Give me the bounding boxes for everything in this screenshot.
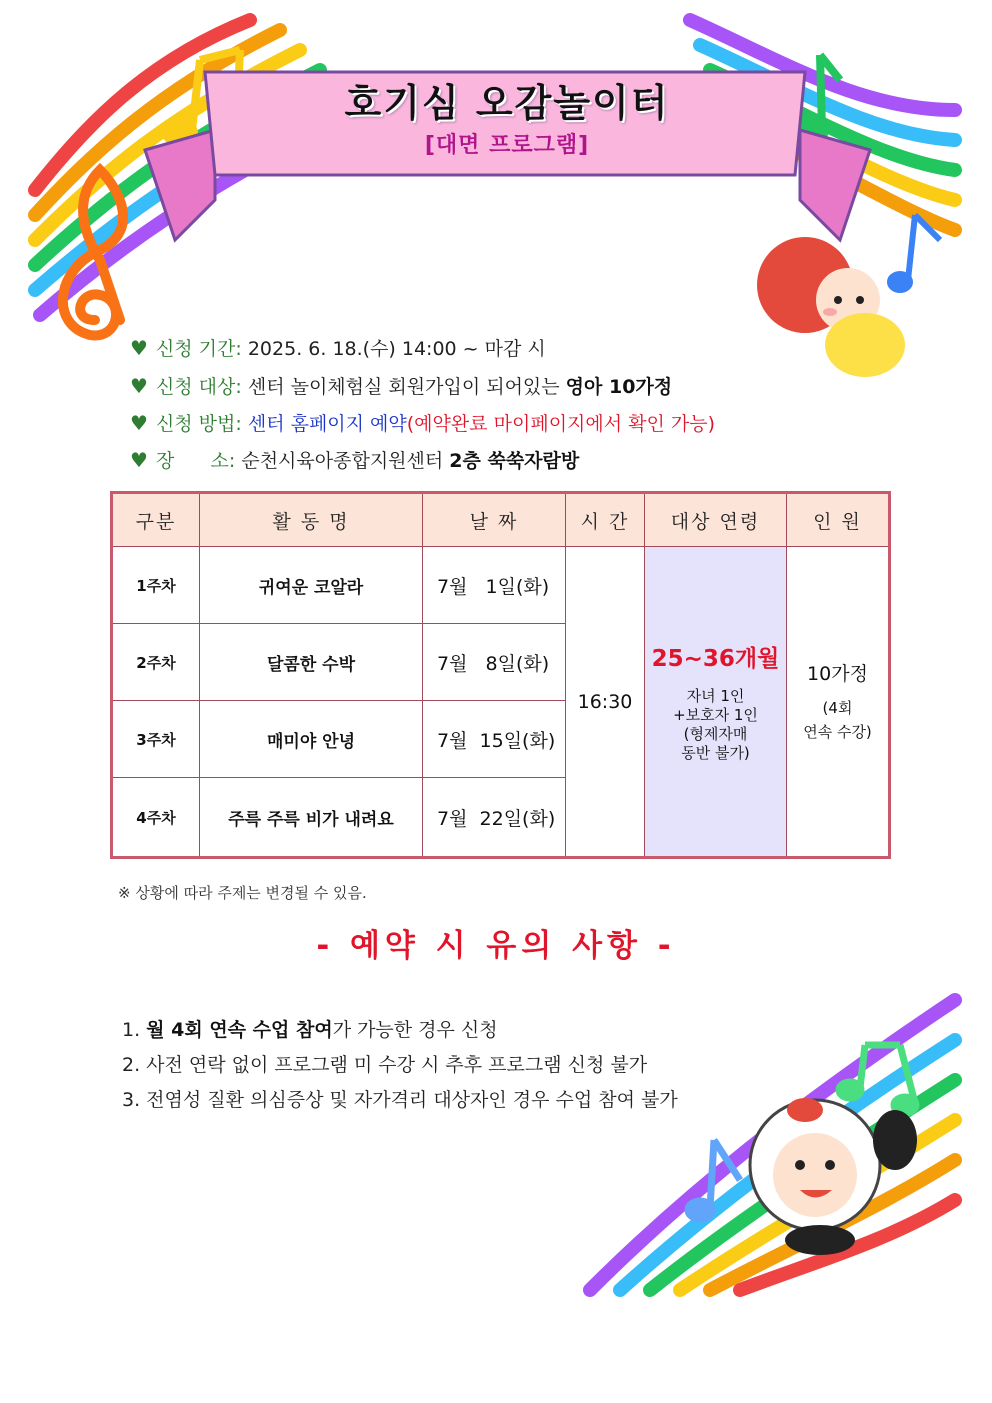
info-value: 순천시육아종합지원센터 bbox=[241, 450, 450, 472]
notice-text: 가 가능한 경우 신청 bbox=[332, 1019, 498, 1041]
date-cell: 7월 8일(화) bbox=[423, 624, 566, 701]
age-detail: (형제자매 bbox=[683, 725, 748, 743]
page-subtitle: [대면 프로그램] bbox=[424, 133, 590, 158]
date-cell: 7월 15일(화) bbox=[423, 701, 566, 778]
notice-item bbox=[122, 1085, 678, 1112]
info-value-bold: 영아 10가정 bbox=[565, 376, 673, 398]
table-row bbox=[112, 547, 890, 624]
date-cell: 7월 22일(화) bbox=[423, 778, 566, 858]
column-header: 활 동 명 bbox=[200, 493, 423, 547]
date-cell: 7월 1일(화) bbox=[423, 547, 566, 624]
column-header: 대상 연령 bbox=[645, 493, 787, 547]
notice-text: 전염성 질환 의심증상 및 자가격리 대상자인 경우 수업 참여 불가 bbox=[146, 1089, 678, 1111]
schedule-table bbox=[110, 491, 891, 859]
info-period bbox=[130, 335, 850, 362]
capacity-cell bbox=[787, 547, 890, 858]
column-header: 인 원 bbox=[787, 493, 890, 547]
info-method bbox=[130, 410, 850, 437]
age-detail: 동반 불가) bbox=[681, 744, 750, 762]
heart-icon: ♥ bbox=[130, 374, 148, 398]
info-target bbox=[130, 373, 850, 400]
age-cell bbox=[645, 547, 787, 858]
age-detail: +보호자 1인 bbox=[673, 706, 758, 724]
heart-icon: ♥ bbox=[130, 448, 148, 472]
week-cell: 2주차 bbox=[112, 624, 200, 701]
info-value-bold: 2층 쑥쑥자람방 bbox=[449, 450, 580, 472]
notice-number: 1. bbox=[122, 1019, 147, 1041]
info-label: 신청 방법: bbox=[155, 413, 242, 435]
page-title: 호기심 오감놀이터 bbox=[344, 81, 670, 125]
column-header: 시 간 bbox=[566, 493, 645, 547]
info-value-link: 센터 홈페이지 예약 bbox=[247, 413, 407, 435]
info-label: 신청 기간: bbox=[155, 338, 242, 360]
table-header-row bbox=[112, 493, 890, 547]
notice-title: - 예약 시 유의 사항 - bbox=[316, 928, 676, 964]
activity-cell: 귀여운 코알라 bbox=[200, 547, 423, 624]
week-cell: 3주차 bbox=[112, 701, 200, 778]
capacity-detail: 연속 수강) bbox=[803, 723, 872, 741]
info-value: 센터 놀이체험실 회원가입이 되어있는 bbox=[247, 376, 566, 398]
heart-icon: ♥ bbox=[130, 411, 148, 435]
info-place bbox=[130, 447, 850, 474]
info-value-note: (예약완료 마이페이지에서 확인 가능) bbox=[406, 413, 716, 435]
time-cell: 16:30 bbox=[566, 547, 645, 858]
activity-cell: 매미야 안녕 bbox=[200, 701, 423, 778]
week-cell: 4주차 bbox=[112, 778, 200, 858]
activity-cell: 달콤한 수박 bbox=[200, 624, 423, 701]
age-detail: 자녀 1인 bbox=[686, 687, 745, 705]
notice-number: 2. bbox=[122, 1054, 147, 1076]
info-label: 장 소: bbox=[155, 450, 236, 472]
topic-change-note: ※ 상황에 따라 주제는 변경될 수 있음. bbox=[118, 884, 367, 902]
notice-text: 사전 연락 없이 프로그램 미 수강 시 추후 프로그램 신청 불가 bbox=[146, 1054, 648, 1076]
week-cell: 1주차 bbox=[112, 547, 200, 624]
notice-number: 3. bbox=[122, 1089, 147, 1111]
heart-icon: ♥ bbox=[130, 336, 148, 360]
activity-cell: 주륵 주륵 비가 내려요 bbox=[200, 778, 423, 858]
info-label: 신청 대상: bbox=[155, 376, 242, 398]
notice-item bbox=[122, 1050, 647, 1077]
music-note-icon bbox=[688, 1140, 740, 1219]
column-header: 날 짜 bbox=[423, 493, 566, 547]
info-value: 2025. 6. 18.(수) 14:00 ~ 마감 시 bbox=[247, 338, 546, 360]
column-header: 구분 bbox=[112, 493, 200, 547]
age-range: 25~36개월 bbox=[651, 646, 780, 672]
notice-item bbox=[122, 1015, 498, 1042]
capacity-detail: (4회 bbox=[822, 699, 853, 717]
notice-bold: 월 4회 연속 수업 참여 bbox=[146, 1019, 333, 1041]
capacity-count: 10가정 bbox=[807, 663, 868, 685]
